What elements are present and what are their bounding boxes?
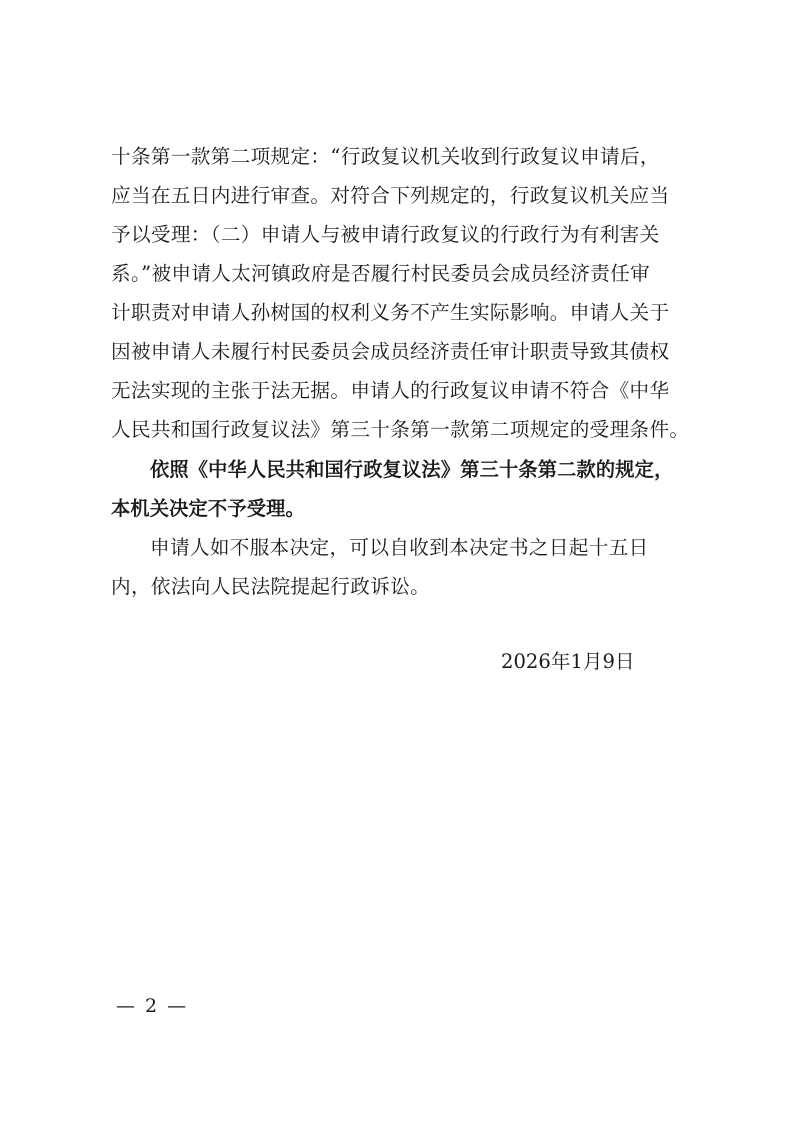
- page-number: — 2 —: [116, 995, 189, 1017]
- body-text-line: 应当在五日内进行审查。对符合下列规定的，行政复议机关应当: [111, 184, 670, 207]
- body-text-line: 人民共和国行政复议法》第三十条第一款第二项规定的受理条件。: [111, 418, 690, 441]
- body-text-line: 十条第一款第二项规定：“行政复议机关收到行政复议申请后，: [111, 145, 660, 168]
- decision-text-line: 本机关决定不予受理。: [111, 497, 305, 520]
- body-text-line: 无法实现的主张于法无据。申请人的行政复议申请不符合《中华: [111, 379, 670, 402]
- appeal-notice-line: 内，依法向人民法院提起行政诉讼。: [111, 575, 431, 598]
- document-date: 2026年1月9日: [501, 650, 635, 673]
- body-text-line: 系。”被申请人太河镇政府是否履行村民委员会成员经济责任审: [111, 262, 651, 285]
- body-text-line: 予以受理：（二）申请人与被申请行政复议的行政行为有利害关: [111, 223, 660, 246]
- appeal-notice-line: 申请人如不服本决定，可以自收到本决定书之日起十五日: [150, 536, 649, 559]
- body-text-line: 计职责对申请人孙树国的权利义务不产生实际影响。申请人关于: [111, 301, 670, 324]
- decision-text-line: 依照《中华人民共和国行政复议法》第三十条第二款的规定，: [150, 458, 674, 481]
- body-text-line: 因被申请人未履行村民委员会成员经济责任审计职责导致其债权: [111, 340, 670, 363]
